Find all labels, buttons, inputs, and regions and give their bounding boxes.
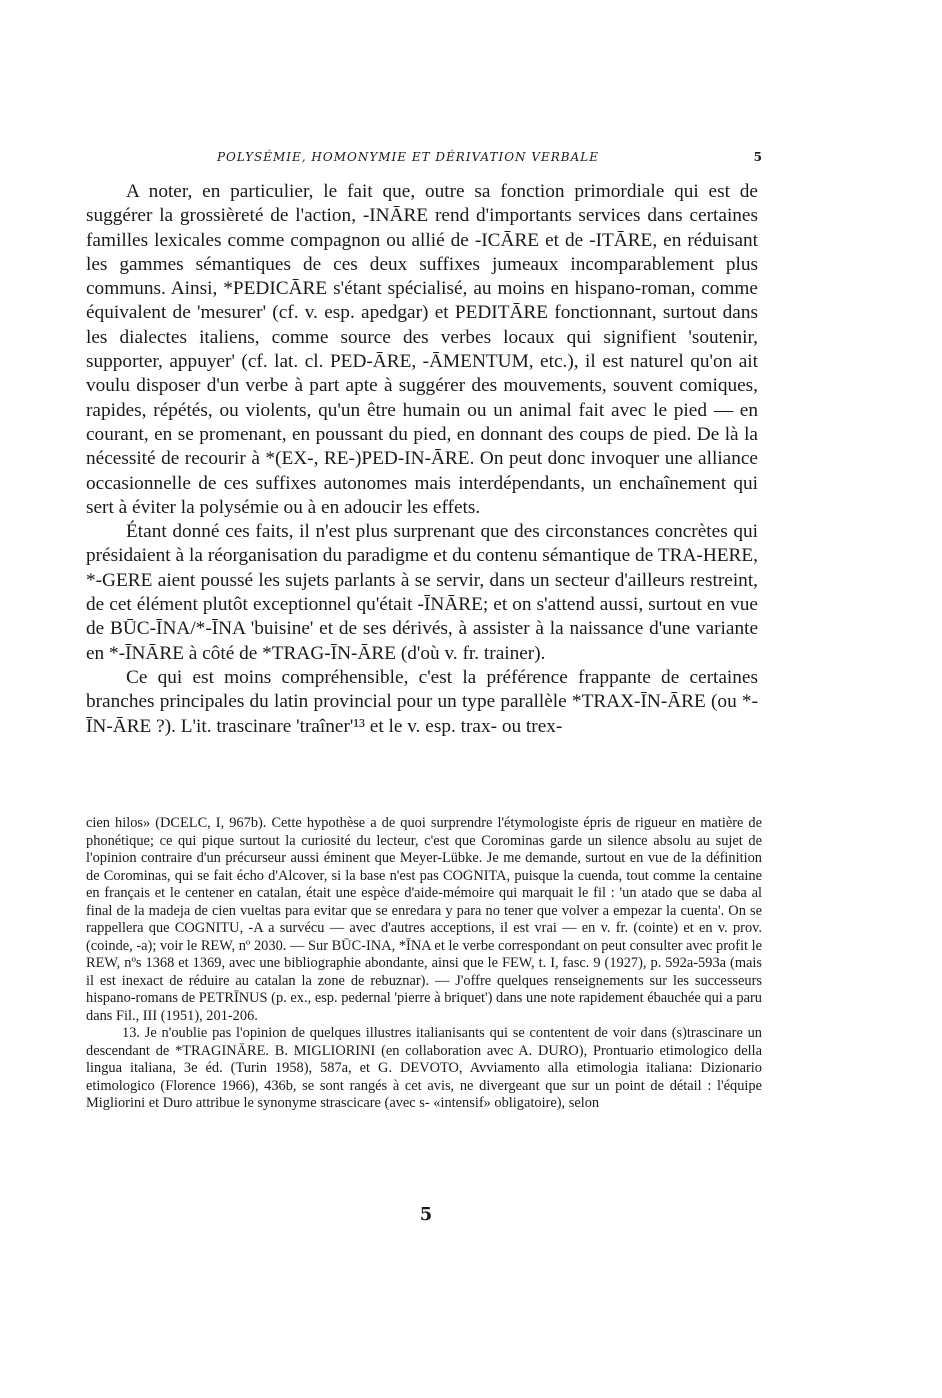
main-text	[86, 180, 758, 739]
running-header	[84, 150, 762, 166]
paragraph: Ce qui est moins compréhensible, c'est la préférence frappante de certaines branches principales du latin provincial pour un type parallèle *TRAX-ĪN-ĀRE (ou *-ĪN-ĀRE ?). L'it. trascinare 'traîner'¹³ et le v. esp. trax- ou trex-	[86, 666, 758, 737]
paragraph: A noter, en particulier, le fait que, outre sa fonction primordiale qui est de suggérer la grossièreté de l'action, -INĀRE rend d'importants services dans certaines familles lexicales comme compagnon ou allié de -ICĀRE et de -ITĀRE, en réduisant les gammes sémantiques de ces deux suffixes jumeaux incomparablement plus communs. Ainsi, *PEDICĀRE s'étant spécialisé, au moins en hispano-roman, comme équivalent de 'mesurer' (cf. v. esp. apedgar) et PEDITĀRE fonctionnant, surtout dans les dialectes italiens, comme source des verbes locaux qui signifient 'soutenir, supporter, appuyer' (cf. lat. cl. PED-ĀRE, -ĀMENTUM, etc.), il est naturel qu'on ait voulu disposer d'un verbe à part apte à suggérer des mouvements, souvent comiques, rapides, répétés, ou violents, qu'un être humain ou un animal fait avec le pied — en courant, en se promenant, en poussant du pied, en donnant des coups de pied. De là la nécessité de recourir à *(EX-, RE-)PED-IN-ĀRE. On peut donc invoquer une alliance occasionnelle de ces suffixes autonomes mais interdépendants, un enchaînement qui sert à éviter la polysémie ou à en adoucir les effets.	[86, 181, 758, 518]
paragraph: Étant donné ces faits, il n'est plus surprenant que des circonstances concrètes qui présidaient à la réorganisation du paradigme et du contenu sémantique de TRA-HERE, *-GERE aient poussé les sujets parlants à se servir, dans un secteur d'ailleurs restreint, de cet élément plutôt exceptionnel qu'était -ĪNĀRE; et on s'attend aussi, surtout en vue de BŪC-ĪNA/*-ĪNA 'buisine' et de ses dérivés, à assister à la naissance d'une variante en *-ĪNĀRE à côté de *TRAG-ĪN-ĀRE (d'où v. fr. trainer).	[86, 521, 758, 664]
running-title: POLYSÉMIE, HOMONYMIE ET DÉRIVATION VERBALE	[216, 150, 600, 164]
header-page-number: 5	[753, 150, 762, 164]
footnote-continuation: cien hilos» (DCELC, I, 967b). Cette hypothèse a de quoi surprendre l'étymologiste épris de rigueur en matière de phonétique; ce qui pique surtout la curiosité du lecteur, c'est que Corominas garde un silence absolu au sujet de l'opinion contraire d'un précurseur aussi éminent que Meyer-Lübke. Je me demande, surtout en vue de la définition de Corominas, qui se fait écho d'Alcover, si la base n'est pas COGNITA, puisque la cuenda, tout comme la centaine en français et le centener en catalan, était une espèce d'aide-mémoire qui marquait le fil : 'un atado que se daba al final de la madeja de cien vueltas para evitar que se enredara y para no tener que volver a empezar la cuenta'. On se rappellera que COGNITU, -A a survécu — avec d'autres acceptions, il est vrai — en v. fr. (cointe) et en v. prov. (coinde, -a); voir le REW, nº 2030. — Sur BŪC-INA, *ĪNA et le verbe correspondant on peut consulter avec profit le REW, nºs 1368 et 1369, avec une bibliographie abondante, ainsi que le FEW, t. I, fasc. 9 (1927), p. 592a-593a (mais il est inexact de réduire au catalan la zone de rebuznar). — J'offre quelques renseignements sur les successeurs hispano-romans de PETRĪNUS (p. ex., esp. pedernal 'pierre à briquet') dans une note rapidement ébauchée qui a paru dans Fil., III (1951), 201-206.	[86, 815, 762, 1024]
folio-page-number: 5	[419, 1204, 433, 1225]
footnotes	[86, 815, 762, 1113]
footnote-13: 13. Je n'oublie pas l'opinion de quelques illustres italianisants qui se contentent de voir dans (s)trascinare un descendant de *TRAGINĀRE. B. MIGLIORINI (en collaboration avec A. DURO), Prontuario etimologico della lingua italiana, 3e éd. (Turin 1958), 587a, et G. DEVOTO, Avviamento alla etimologia italiana: Dizionario etimologico (Florence 1966), 436b, se sont rangés à cet avis, ne divergeant que sur un point de détail : l'équipe Migliorini et Duro attribue le synonyme strascicare (avec s- «intensif» obligatoire), selon	[86, 1025, 762, 1111]
